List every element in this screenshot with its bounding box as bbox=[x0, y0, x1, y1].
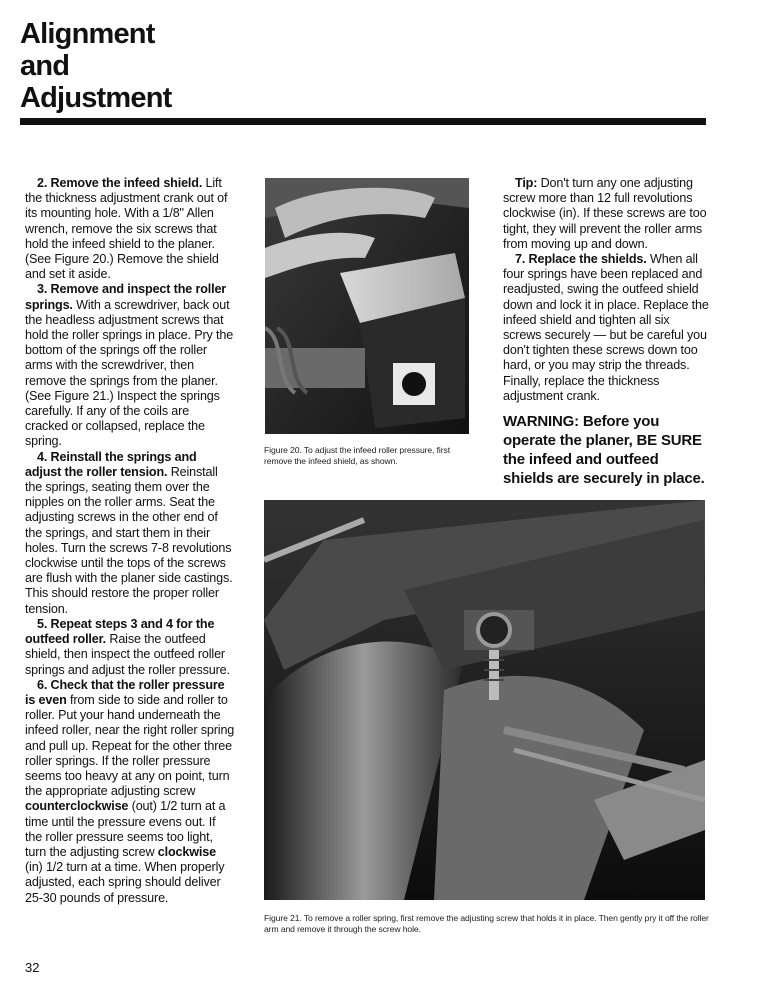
step-3-heading: 3. Remove and inspect the roller springs. bbox=[25, 282, 227, 312]
title-line-1: Alignment bbox=[20, 18, 155, 50]
page-title bbox=[20, 18, 172, 114]
right-column bbox=[503, 176, 711, 488]
step-5-text: Raise the outfeed shield, then inspect the outfeed roller springs and adjust the roller pressure. bbox=[25, 632, 230, 677]
tip-heading: Tip: bbox=[515, 176, 538, 190]
step-6-text-1: from side to side and roller to roller. Put your hand underneath the infeed roller, near the right roller spring and pull up. Repeat for the other three roller springs. If the roller pressure seems too heavy at any on point, turn the appropriate adjusting screw bbox=[25, 692, 235, 799]
tip-paragraph bbox=[503, 176, 711, 252]
title-line-3: Adjustment bbox=[20, 82, 172, 114]
step-6-text-2: (out) 1/2 turn at a time until the pressure evens out. If the roller pressure seems too light, turn the adjusting screw bbox=[25, 799, 226, 859]
step-6-text-3: (in) 1/2 turn at a time. When properly adjusted, each spring should deliver 25-30 pounds of pressure. bbox=[25, 860, 225, 905]
step-7-heading: 7. Replace the shields. bbox=[515, 252, 647, 267]
step-6-bold-1: counterclockwise bbox=[25, 799, 129, 814]
warning-text: WARNING: Before you operate the planer, BE SURE the infeed and outfeed shields are securely in place. bbox=[503, 413, 705, 488]
step-2-heading: 2. Remove the infeed shield. bbox=[37, 176, 203, 190]
page-number: 32 bbox=[25, 960, 40, 975]
step-2-text: Lift the thickness adjustment crank out of its mounting hole. With a 1/8" Allen wrench, remove the six screws that hold the infeed shield to the planer. (See Figure 20.) Remove the shield and set it aside. bbox=[25, 176, 228, 282]
step-3-paragraph bbox=[25, 282, 235, 449]
step-5-heading: 5. Repeat steps 3 and 4 for the outfeed roller. bbox=[25, 616, 215, 647]
header-rule bbox=[20, 118, 706, 125]
figure-21-caption: Figure 21. To remove a roller spring, first remove the adjusting screw that holds it in place. Then gently pry it off the roller arm and remove it through the screw hole. bbox=[264, 913, 709, 934]
figure-20-image bbox=[265, 178, 469, 434]
figure-20-photo bbox=[265, 178, 469, 434]
figure-21-photo bbox=[264, 500, 705, 900]
step-2-paragraph bbox=[25, 176, 235, 282]
figure-20-caption: Figure 20. To adjust the infeed roller pressure, first remove the infeed shield, as shown. bbox=[264, 445, 450, 466]
step-6-paragraph bbox=[25, 678, 235, 906]
step-4-text: Reinstall the springs, seating them over the nipples on the roller arms. Seat the adjusting screws in the other end of the springs, and start them in their holes. Turn the screws 7-8 revolutions clockwise until the tops of the screws are flush with the planer side castings. This should restore the proper roller tension. bbox=[25, 464, 233, 616]
title-line-2: and bbox=[20, 50, 70, 82]
figure-21-image bbox=[264, 500, 705, 900]
step-7-text: When all four springs have been replaced and readjusted, swing the outfeed shield down and lock it in place. Replace the infeed shield and tighten all six screws securely — but be careful you don't tighten these screws down too hard, or you may strip the threads. Finally, replace the thickness adjustment crank. bbox=[503, 252, 709, 403]
step-6-bold-2: clockwise bbox=[157, 844, 216, 859]
step-5-paragraph bbox=[25, 617, 235, 678]
step-7-paragraph bbox=[503, 252, 711, 404]
step-3-text: With a screwdriver, back out the headless adjustment screws that hold the roller springs in place. Pry the bottom of the springs off the roller arms with the screwdriver, then remove the springs from the planer. (See Figure 21.) Inspect the springs carefully. If any of the coils are cracked or collapsed, replace the spring. bbox=[25, 297, 234, 449]
left-column bbox=[25, 176, 235, 906]
step-4-paragraph bbox=[25, 450, 235, 617]
step-6-heading: 6. Check that the roller pressure is even bbox=[25, 677, 225, 707]
step-4-heading: 4. Reinstall the springs and adjust the roller tension. bbox=[25, 449, 197, 479]
tip-text: Don't turn any one adjusting screw more than 12 full revolutions clockwise (in). If these screws are too tight, they will prevent the roller arms from moving up and down. bbox=[503, 176, 707, 251]
